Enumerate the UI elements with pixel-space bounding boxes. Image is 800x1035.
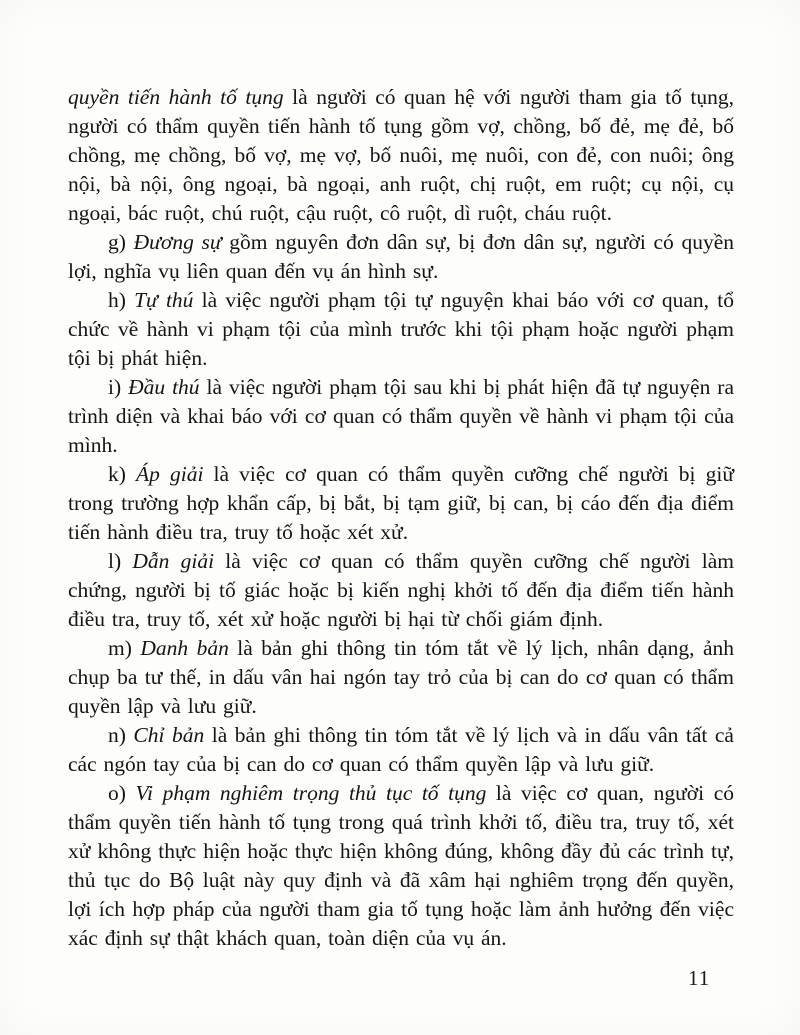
- paragraph-lead-term: Tự thú: [134, 288, 194, 312]
- paragraph: [68, 83, 734, 228]
- paragraph: [68, 460, 734, 547]
- paragraph-text: là người có quan hệ với người tham gia tố tụng, người có thẩm quyền tiến hành tố tụng gồm vợ, chồng, bố đẻ, mẹ đẻ, bố chồng, mẹ chồng, bố vợ, mẹ vợ, bố nuôi, mẹ nuôi, con đẻ, con nuôi; ông nội, bà nội, ông ngoại, bà ngoại, anh ruột, chị ruột, em ruột; cụ nội, cụ ngoại, bác ruột, chú ruột, cậu ruột, cô ruột, dì ruột, cháu ruột.: [68, 85, 734, 225]
- paragraph: [68, 634, 734, 721]
- paragraph: [68, 721, 734, 779]
- paragraph-lead-term: Áp giải: [136, 462, 204, 486]
- paragraph-text: là việc người phạm tội sau khi bị phát hiện đã tự nguyện ra trình diện và khai báo với cơ quan có thẩm quyền về hành vi phạm tội của mình.: [68, 375, 735, 457]
- paragraph: [68, 286, 734, 373]
- paragraph-label: g): [108, 230, 134, 254]
- paragraph-label: n): [108, 723, 134, 747]
- paragraph-label: o): [108, 781, 136, 805]
- page-number: 11: [688, 966, 711, 990]
- paragraph-lead-term: Đầu thú: [128, 375, 200, 399]
- paragraph-label: i): [108, 375, 129, 399]
- paragraph-label: h): [108, 288, 135, 312]
- paragraph-lead-term: quyền tiến hành tố tụng: [68, 85, 284, 109]
- paragraph-label: k): [108, 462, 137, 486]
- paragraph-text: là việc người phạm tội tự nguyện khai báo với cơ quan, tổ chức về hành vi phạm tội của mình trước khi tội phạm hoặc người phạm tội bị phát hiện.: [68, 288, 734, 370]
- paragraph-lead-term: Chỉ bản: [133, 723, 205, 747]
- paragraph: [68, 779, 734, 953]
- paragraph-lead-term: Vi phạm nghiêm trọng thủ tục tố tụng: [135, 781, 487, 805]
- paragraph-text: là việc cơ quan có thẩm quyền cưỡng chế người làm chứng, người bị tố giác hoặc bị kiến nghị khởi tố đến địa điểm tiến hành điều tra, truy tố, xét xử hoặc người bị hại từ chối giám định.: [68, 549, 734, 631]
- paragraph-label: l): [108, 549, 133, 573]
- paragraph: [68, 228, 734, 286]
- paragraph-label: m): [108, 636, 141, 660]
- paragraph-text: là bản ghi thông tin tóm tắt về lý lịch và in dấu vân tất cả các ngón tay của bị can do cơ quan có thẩm quyền lập và lưu giữ.: [68, 723, 734, 776]
- paragraph-text: là việc cơ quan, người có thẩm quyền tiến hành tố tụng trong quá trình khởi tố, điều tra, truy tố, xét xử không thực hiện hoặc thực hiện không đúng, không đầy đủ các trình tự, thủ tục do Bộ luật này quy định và đã xâm hại nghiêm trọng đến quyền, lợi ích hợp pháp của người tham gia tố tụng hoặc làm ảnh hưởng đến việc xác định sự thật khách quan, toàn diện của vụ án.: [68, 781, 734, 950]
- body-text-block: [68, 83, 734, 953]
- paragraph-text: là bản ghi thông tin tóm tắt về lý lịch, nhân dạng, ảnh chụp ba tư thế, in dấu vân hai ngón tay trỏ của bị can do cơ quan có thẩm quyền lập và lưu giữ.: [68, 636, 734, 718]
- paragraph-text: gồm nguyên đơn dân sự, bị đơn dân sự, người có quyền lợi, nghĩa vụ liên quan đến vụ án hình sự.: [68, 230, 734, 283]
- paragraph: [68, 373, 734, 460]
- paragraph-lead-term: Đương sự: [133, 230, 222, 254]
- paragraph-text: là việc cơ quan có thẩm quyền cưỡng chế người bị giữ trong trường hợp khẩn cấp, bị bắt, bị tạm giữ, bị can, bị cáo đến địa điểm tiến hành điều tra, truy tố hoặc xét xử.: [68, 462, 734, 544]
- paragraph-lead-term: Danh bản: [140, 636, 229, 660]
- paragraph-lead-term: Dẫn giải: [132, 549, 215, 573]
- paragraph: [68, 547, 734, 634]
